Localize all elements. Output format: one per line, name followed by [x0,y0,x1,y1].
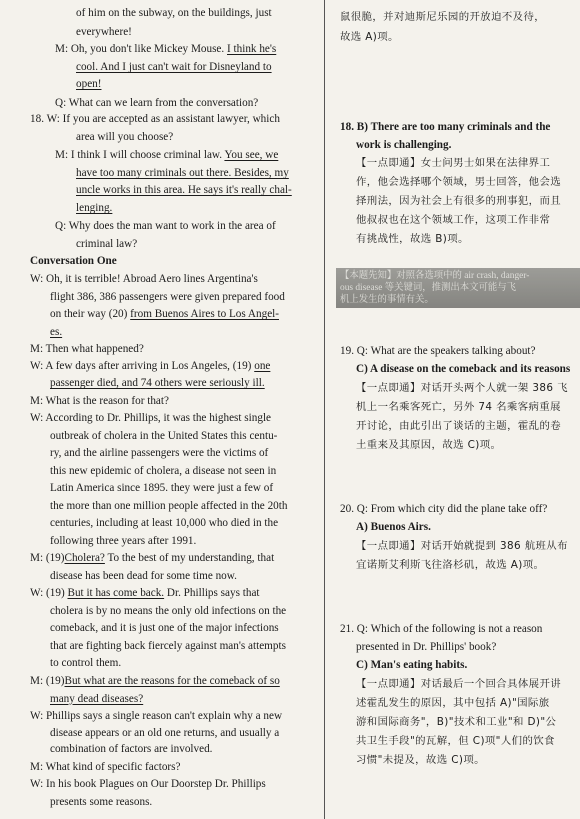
right_column-line [356,400,561,414]
left_column-line [30,272,258,286]
left_column-text: that are fighting back fiercely against man's attempts [50,639,286,652]
right_column-line [356,213,550,227]
right_column-text: 20. Q: From which city did the plane take off? [340,503,548,515]
left_column_tail-line [50,795,152,809]
left_column-text: es. [50,325,63,338]
left_column-line [50,604,286,618]
right_column-text: 共卫生手段"的瓦解，但 C)项"人们的饮食 [356,735,555,747]
left_column-line [30,394,169,408]
left_column-text: W: (19) [30,587,68,600]
right_column-text: work is challenging. [356,139,452,151]
left_column-underlined-text: But it has come back. [67,587,165,600]
left_column-line [30,674,280,688]
left_column-text: the more than one million people affected in the 20th [50,499,288,512]
right_column-line [356,677,561,691]
left_column-line [50,446,268,460]
left_column-text: flight 386, 386 passengers were given prepared food [50,290,285,303]
right_column-text: C) Man's eating habits. [356,659,468,671]
right_column-text: 习惯"未提及，故选 C)项。 [356,754,485,766]
left_column-text: M: (19) [30,674,65,687]
right_column-line [340,502,547,516]
left_column-text: have too many criminals out there. Besides, my [76,166,289,179]
right-column [330,0,580,819]
right_column-text: A) Buenos Airs. [356,521,431,533]
left_column-text: W: Phillips says a single reason can't explain why a new [30,710,283,723]
left_column-line [50,621,279,635]
left_column-text: comeback, and it is just one of the major infections [50,622,279,635]
right_column-line [356,138,451,152]
left_column-line [50,499,287,513]
left_column-line [50,290,285,304]
grey_block-line [340,294,434,306]
grey_block-text: 机上发生的事情有关。 [340,295,434,305]
left_column-text: passenger died, and 74 others were seriously ill. [50,377,265,390]
left_column-line [55,219,276,233]
right_column-text: 18. B) There are too many criminals and the [340,121,551,133]
right_column-line [356,194,561,208]
right_column-line [356,419,561,433]
left_column-text: ry, and the airline passengers were the victims of [50,447,269,460]
left_column-line [50,307,279,321]
left_column-line [55,42,276,56]
left_column-line [76,60,272,74]
left_column-line [50,742,212,756]
left_column-line [76,77,101,91]
right_column-line [340,30,399,44]
left_column-text: M: What is the reason for that? [30,394,169,407]
left_column-line [50,376,265,390]
grey-note-block [336,268,580,308]
right_column-text: 【一点即通】女士问男士如果在法律界工 [356,157,551,169]
left_column-text: centuries, including at least 10,000 who died in the [50,517,279,530]
right_column-text: 有挑战性，故选 B)项。 [356,233,469,245]
grey_block-line [340,282,516,294]
right_column-text: 【一点即通】对话最后一个回合具体展开讲 [356,678,562,690]
left_column-line [50,464,276,478]
left_column-line [30,359,270,373]
left_column-text: disease has been dead for some time now. [50,569,237,582]
left_column-line [76,130,173,144]
right_column-text: 21. Q: Which of the following is not a reason [340,623,543,635]
left_column-text: criminal law? [76,237,138,250]
left_column-text: many dead diseases? [50,692,144,705]
left_column-line [55,148,278,162]
right_column-text: C) A disease on the comeback and its reasons [356,363,571,375]
left_column-line [30,551,274,565]
left_column-underlined-text: one [254,359,271,372]
left_column-text: outbreak of cholera in the United States this centu- [50,429,278,442]
left_column-line [50,325,62,339]
left_column_tail-line [30,760,180,774]
left_column-text: W: According to Dr. Phillips, it was the highest single [30,412,272,425]
left_column-line [76,25,132,39]
right_column-line [356,734,555,748]
right_column-line [356,381,568,395]
left_column-text: Q: What can we learn from the conversation? [55,96,259,109]
right_column-line [356,715,556,729]
left_column-line [76,237,137,251]
right_column-line [340,10,545,24]
left_column-text: M: Then what happened? [30,343,144,356]
right_column-line [356,232,469,246]
right_column-line [356,658,467,672]
left_column-line [30,342,144,356]
left_column-text: this new epidemic of cholera, a disease not seen in [50,464,277,477]
left_column-line [30,411,271,425]
left_column-line [50,569,237,583]
right_column-text: 开讨论，由此引出了谈话的主题，霍乱的卷 [356,420,562,432]
left_column-text: Latin America since 1895. they were just a few of [50,482,274,495]
right_column-text: 作，他会选择哪个领域，男士回答，他会选 [356,176,562,188]
right_column-text: 择刑法，因为社会上有很多的刑事犯，而且 [356,195,562,207]
right_column-line [356,640,496,654]
left_column-line [76,6,272,20]
left_column-text: M: (19) [30,552,65,565]
left_column-text: to control them. [50,657,122,670]
left_column-line [50,726,279,740]
left_column-underlined-text: But what are the reasons for the comeback of so [64,674,280,687]
left_column-text: 18. W: If you are accepted as an assistant lawyer, which [30,113,280,126]
right_column-text: 他叔叔也在这个领域工作，这项工作非常 [356,214,551,226]
left_column_tail-text: M: What kind of specific factors? [30,760,181,773]
left_column-line [50,534,196,548]
right_column-line [356,558,544,572]
left_column-text: open! [76,78,102,91]
right_column-line [356,362,570,376]
left_column_tail-text: presents some reasons. [50,795,153,808]
right_column-line [340,344,536,358]
left_column-text: on their way (20) [50,308,131,321]
grey_block-text: 【本题先知】对照各选项中的 air crash, danger- [340,271,530,281]
left_column-text: everywhere! [76,25,132,38]
left_column-text: cholera is by no means the only old infections on the [50,604,287,617]
left_column-text: disease appears or an old one returns, and usually a [50,726,280,739]
left_column-text: uncle works in this area. He says it's really chal- [76,184,292,197]
left_column-line [50,429,277,443]
right_column-line [356,520,431,534]
right_column-line [340,120,550,134]
left_column-line [50,692,143,706]
left_column-text: area will you choose? [76,131,174,143]
left_column-line [50,656,121,670]
left_column-text: W: A few days after arriving in Los Angeles, (19) [30,359,255,372]
grey_block-line [340,270,529,282]
left_column-text: Conversation One [30,255,117,268]
left_column_tail-text: W: In his book Plagues on Our Doorstep Dr. Phillips [30,778,266,791]
left_column-line [55,96,258,110]
right_column-text: 土重来及其原因，故选 C)项。 [356,439,502,451]
left_column-text: M: I think I will choose criminal law. [55,149,225,162]
right_column-text: presented in Dr. Phillips' book? [356,641,497,653]
left_column-line [30,586,260,600]
left_column-text-tail: Dr. Phillips says that [164,587,260,600]
right_column-line [356,156,550,170]
right_column-text: 机上一名乘客死亡，另外 74 名乘客病重展 [356,401,561,413]
right_column-text: 游和国际商务"，B)"技术和工业"和 D)"公 [356,716,557,728]
right_column-text: 述霍乱发生的原因，其中包括 A)"国际旅 [356,697,550,709]
right_column-line [356,753,485,767]
left_column-text: Q: Why does the man want to work in the area of [55,220,276,233]
left_column-line [76,183,292,197]
right_column-text: 19. Q: What are the speakers talking about? [340,345,536,357]
left_column-text: M: Oh, you don't like Mickey Mouse. [55,43,227,56]
left_column_tail-line [30,777,266,791]
right_column-line [340,622,542,636]
left_column-line [30,709,282,723]
left_column-line [50,639,286,653]
right_column-line [356,539,568,553]
right_column-text: 鼠很脆，并对迪斯尼乐园的开放迫不及待， [340,11,546,23]
right_column-line [356,175,561,189]
right_column-text: 【一点即通】对话开始就提到 386 航班从布 [356,540,568,552]
right_column-text: 【一点即通】对话开头两个人就一架 386 飞 [356,382,568,394]
left_column-underlined-text: from Buenos Aires to Los Angel- [130,308,279,321]
column-divider [324,0,325,819]
left_column-text: lenging. [76,201,113,214]
left_column-text: combination of factors are involved. [50,743,213,756]
right_column-text: 宜诺斯艾利斯飞往洛杉矶，故选 A)项。 [356,559,545,571]
left_column-line [50,516,278,530]
left_column-underlined-text: I think he's [227,43,277,56]
left_column-line [76,201,112,215]
right_column-text: 故选 A)项。 [340,31,399,43]
right_column-line [356,438,501,452]
grey_block-text: ous disease 等关键词，推测出本文可能与飞 [340,283,517,293]
left_column-text: following three years after 1991. [50,534,197,547]
left_column-text-tail: To the best of my understanding, that [104,552,275,565]
left_column-underlined-text: Cholera? [64,552,105,565]
left_column-text: cool. And I just can't wait for Disneyland to [76,60,272,73]
right_column-line [356,696,550,710]
left_column-text: W: Oh, it is terrible! Abroad Aero lines Argentina's [30,272,258,285]
left_column-line [50,481,273,495]
left_column-line [30,112,280,126]
left_column-text: of him on the subway, on the buildings, just [76,7,272,20]
left_column-underlined-text: You see, we [224,149,279,162]
left_column-line [30,254,117,268]
left_column-line [76,166,289,180]
